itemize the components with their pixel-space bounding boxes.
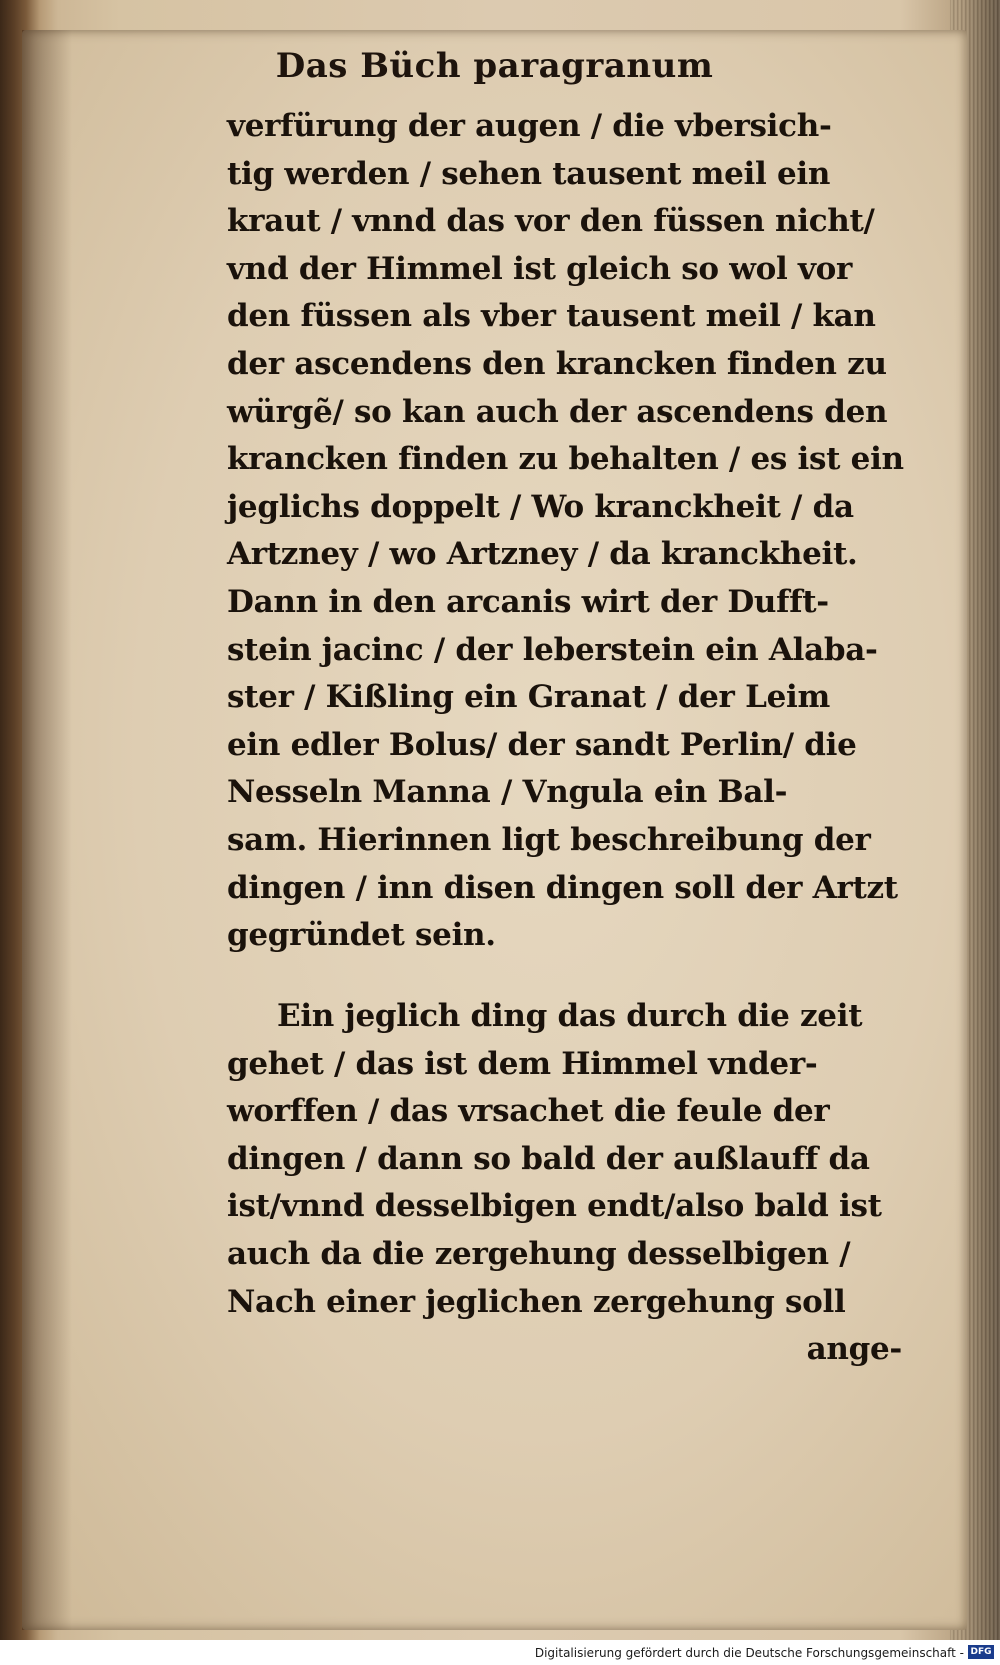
text-line: dingen / inn disen dingen soll der Artzt <box>227 869 898 906</box>
text-line: Ein jeglich ding das durch die zeit <box>277 998 863 1034</box>
text-line: Nesseln Manna / Vngula ein Bal- <box>227 774 788 811</box>
text-line: worffen / das vrsachet die feule der <box>227 1093 830 1130</box>
text-line: ein edler Bolus/ der sandt Perlin/ die <box>227 726 857 763</box>
page <box>22 30 967 1630</box>
text-line: den füssen als vber tausent meil / kan <box>227 298 876 335</box>
digitization-footer <box>0 1640 1000 1665</box>
text-line: Dann in den arcanis wirt der Dufft- <box>227 583 829 620</box>
footer-credit: Digitalisierung gefördert durch die Deutsche Forschungsgemeinschaft - <box>534 1646 964 1660</box>
text-line: tig werden / sehen tausent meil ein <box>227 155 831 192</box>
text-line: jeglichs doppelt / Wo kranckheit / da <box>227 488 854 525</box>
text-line: gegründet sein. <box>227 917 496 954</box>
gutter-shadow <box>22 30 72 1630</box>
text-line: verfürung der augen / die vbersich- <box>227 108 832 144</box>
text-line: Artzney / wo Artzney / da kranckheit. <box>227 536 858 573</box>
paragraph-2 <box>227 993 972 1374</box>
text-line: auch da die zergehung desselbigen / <box>227 1235 851 1272</box>
text-line: sam. Hierinnen ligt beschreibung der <box>227 821 871 858</box>
catchword: ange- <box>806 1331 902 1368</box>
text-line: kraut / vnnd das vor den füssen nicht/ <box>227 203 875 240</box>
paragraph-1 <box>227 103 972 960</box>
text-line: würgẽ/ so kan auch der ascendens den <box>227 393 888 430</box>
running-head: Das Büch paragranum <box>275 46 714 86</box>
text-line: Nach einer jeglichen zergehung soll <box>227 1283 846 1320</box>
text-line: stein jacinc / der leberstein ein Alaba- <box>227 631 878 668</box>
text-line: ster / Kißling ein Granat / der Leim <box>227 679 830 716</box>
dfg-logo: DFG <box>968 1645 994 1659</box>
text-line: dingen / dann so bald der außlauff da <box>227 1140 870 1177</box>
text-line: krancken finden zu behalten / es ist ein <box>227 441 904 478</box>
text-line: der ascendens den krancken finden zu <box>227 345 887 382</box>
text-line: gehet / das ist dem Himmel vnder- <box>227 1045 818 1082</box>
text-line: vnd der Himmel ist gleich so wol vor <box>227 250 853 287</box>
text-line: ist/vnnd desselbigen endt/also bald ist <box>227 1188 882 1225</box>
